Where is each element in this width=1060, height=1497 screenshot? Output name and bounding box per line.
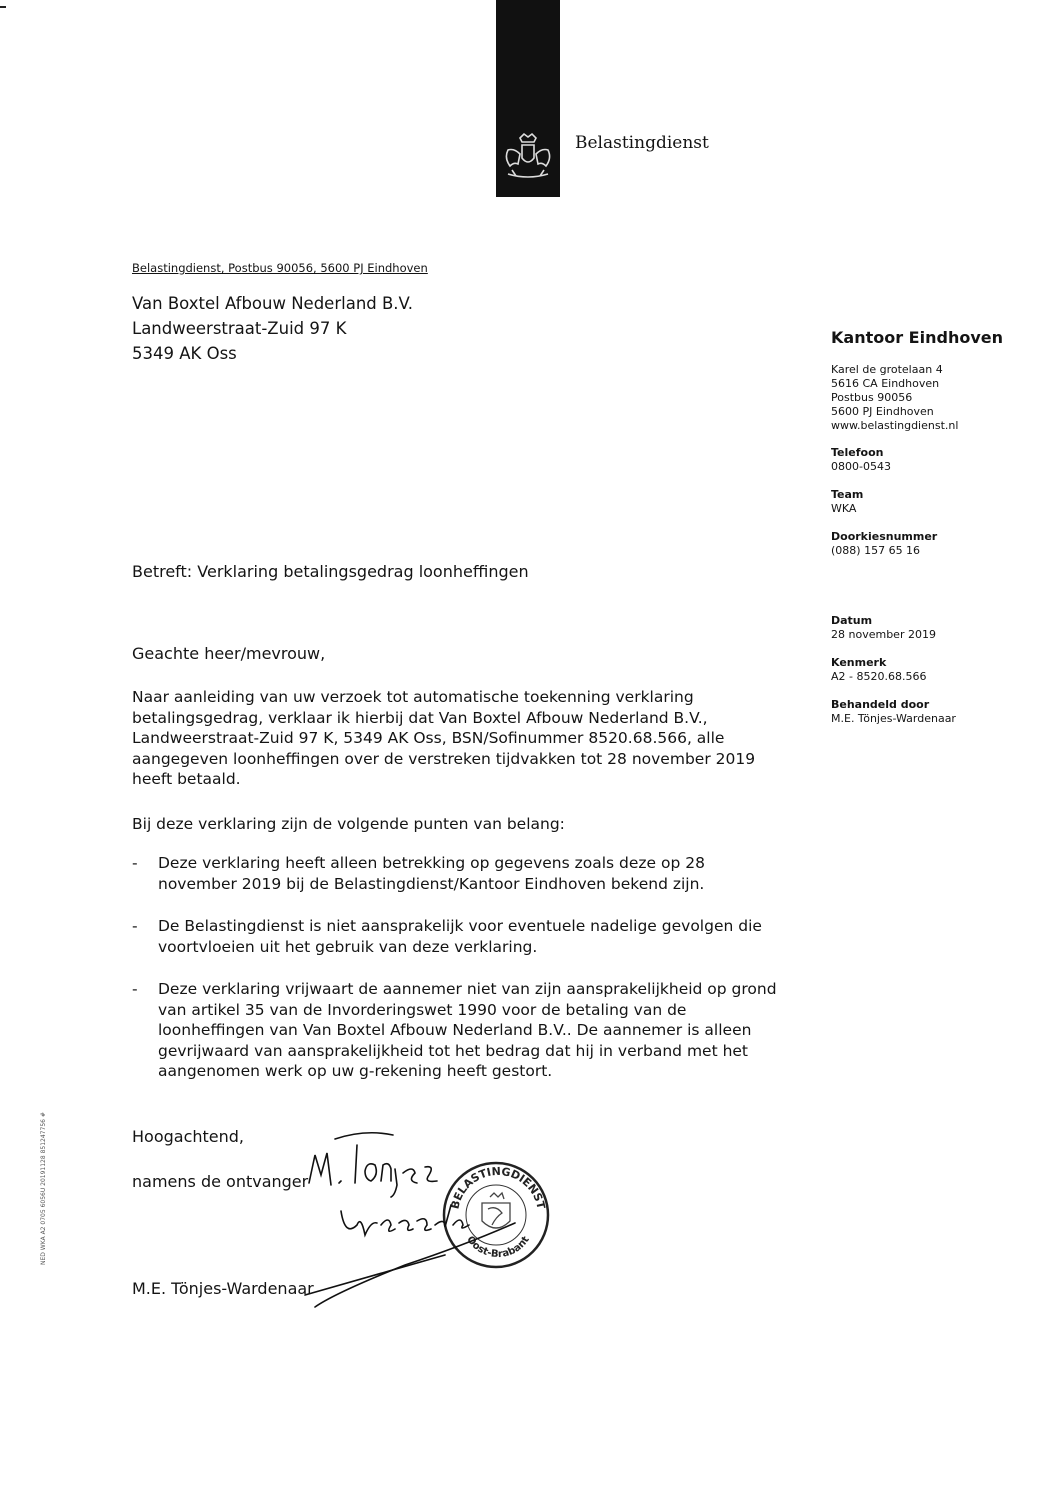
datum-value: 28 november 2019 — [831, 628, 936, 641]
office-name: Kantoor Eindhoven — [831, 328, 1003, 347]
addressee-city: 5349 AK Oss — [132, 344, 237, 363]
addressee-block — [132, 291, 413, 366]
bullet-line: november 2019 bij de Belastingdienst/Kantoor Eindhoven bekend zijn. — [158, 874, 705, 893]
bullet-item — [132, 979, 812, 1082]
behandeld-label: Behandeld door — [831, 698, 930, 711]
subject-line: Betreft: Verklaring betalingsgedrag loonheffingen — [132, 562, 529, 581]
doorkies-block — [831, 530, 937, 558]
datum-label: Datum — [831, 614, 873, 627]
bullet-line: gevrijwaard van aansprakelijkheid tot het bedrag dat hij in verband met het — [158, 1041, 749, 1060]
bullet-item — [132, 853, 812, 894]
office-address-line: 5616 CA Eindhoven — [831, 377, 940, 390]
team-label: Team — [831, 488, 864, 501]
bullet-line: aangenomen werk op uw g-rekening heeft gestort. — [158, 1062, 553, 1080]
logo-block — [496, 0, 560, 197]
seal-bottom-text: Oost-Brabant — [464, 1234, 532, 1261]
coat-of-arms-icon — [500, 132, 556, 184]
bullet-line: voortvloeien uit het gebruik van deze verklaring. — [158, 937, 538, 956]
office-address-line: Postbus 90056 — [831, 391, 913, 404]
bullet-line: loonheffingen van Van Boxtel Afbouw Nederland B.V.. De aannemer is alleen — [158, 1021, 752, 1039]
kenmerk-label: Kenmerk — [831, 656, 887, 669]
corner-mark — [0, 6, 6, 8]
addressee-street: Landweerstraat-Zuid 97 K — [132, 319, 347, 338]
kenmerk-value: A2 - 8520.68.566 — [831, 670, 927, 683]
paragraph-2: Bij deze verklaring zijn de volgende punten van belang: — [132, 815, 565, 833]
bullet-list — [132, 853, 812, 1104]
doorkies-label: Doorkiesnummer — [831, 530, 938, 543]
brand-name: Belastingdienst — [575, 133, 709, 153]
on-behalf: namens de ontvanger — [132, 1172, 309, 1191]
closing: Hoogachtend, — [132, 1127, 245, 1146]
paragraph-line: Landweerstraat-Zuid 97 K, 5349 AK Oss, BSN/Sofinummer 8520.68.566, alle — [132, 729, 725, 747]
team-block — [831, 488, 863, 516]
telefoon-label: Telefoon — [831, 446, 884, 459]
behandeld-value: M.E. Tönjes-Wardenaar — [831, 712, 956, 725]
bullet-line: De Belastingdienst is niet aansprakelijk voor eventuele nadelige gevolgen die — [158, 917, 762, 935]
office-website: www.belastingdienst.nl — [831, 419, 959, 432]
paragraph-line: aangegeven loonheffingen over de verstreken tijdvakken tot 28 november 2019 — [132, 749, 756, 768]
bullet-item — [132, 916, 812, 957]
salutation: Geachte heer/mevrouw, — [132, 644, 326, 663]
kenmerk-block — [831, 656, 926, 684]
return-address: Belastingdienst, Postbus 90056, 5600 PJ Eindhoven — [132, 261, 428, 275]
office-address-line: Karel de grotelaan 4 — [831, 363, 943, 376]
office-address — [831, 363, 958, 433]
bullet-line: Deze verklaring heeft alleen betrekking op gegevens zoals deze op 28 — [158, 854, 705, 872]
margin-code: NED WKA A2 0705 6056U 20191128 851247756 # — [40, 1112, 47, 1265]
telefoon-value: 0800-0543 — [831, 460, 891, 473]
bullet-dash: - — [132, 980, 138, 998]
telefoon-block — [831, 446, 891, 474]
office-address-line: 5600 PJ Eindhoven — [831, 405, 934, 418]
paragraph-line: heeft betaald. — [132, 770, 241, 788]
paragraph-1 — [132, 687, 812, 790]
bullet-line: van artikel 35 van de Invorderingswet 1990 voor de betaling van de — [158, 1000, 687, 1019]
addressee-name: Van Boxtel Afbouw Nederland B.V. — [132, 294, 413, 313]
behandeld-block — [831, 698, 956, 726]
doorkies-value: (088) 157 65 16 — [831, 544, 921, 557]
paragraph-line: betalingsgedrag, verklaar ik hierbij dat Van Boxtel Afbouw Nederland B.V., — [132, 708, 708, 727]
handwritten-signature — [295, 1125, 555, 1325]
bullet-dash: - — [132, 854, 138, 872]
bullet-line: Deze verklaring vrijwaart de aannemer niet van zijn aansprakelijkheid op grond — [158, 980, 777, 998]
seal-top-text: BELASTINGDIENST — [448, 1164, 548, 1211]
bullet-dash: - — [132, 917, 138, 935]
paragraph-line: Naar aanleiding van uw verzoek tot automatische toekenning verklaring — [132, 688, 694, 706]
signer-name: M.E. Tönjes-Wardenaar — [132, 1279, 314, 1298]
team-value: WKA — [831, 502, 857, 515]
datum-block — [831, 614, 936, 642]
